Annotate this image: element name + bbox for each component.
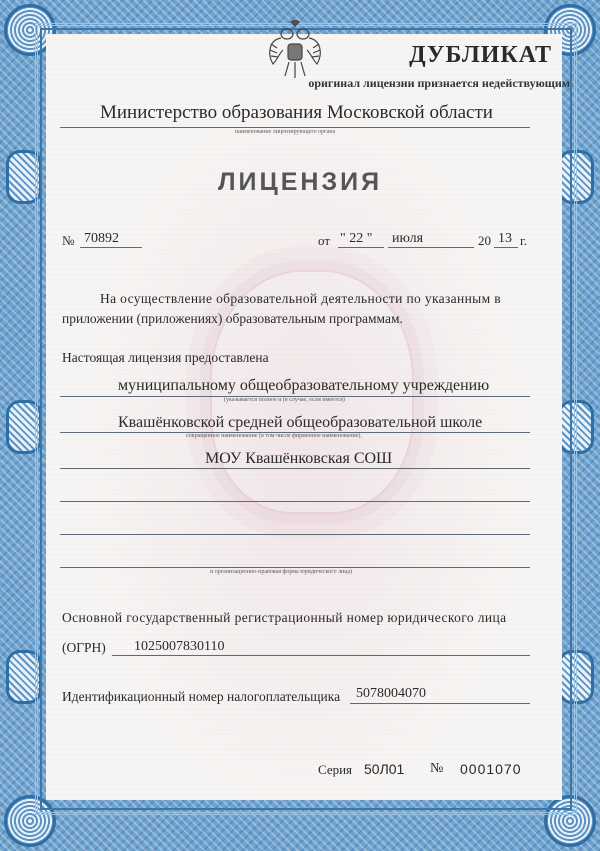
granted-label: Настоящая лицензия предоставлена	[62, 350, 269, 365]
year-rule	[494, 247, 518, 248]
issuer-caption: наименование лицензирующего органа	[235, 129, 336, 135]
knot-ornament-left-bottom	[6, 650, 42, 704]
purpose-line-2: приложении (приложениях) образовательным программам.	[62, 311, 403, 326]
coat-of-arms-emblem-icon	[265, 20, 325, 82]
inn-value: 5078004070	[356, 686, 426, 701]
date-year-suffix: 13	[498, 231, 512, 246]
holder-caption-3: и организационно-правовая форма юридического лица)	[210, 569, 353, 575]
holder-line-3: МОУ Квашёнковская СОШ	[205, 450, 393, 467]
holder-rule-3	[60, 468, 530, 469]
date-year-prefix: 20	[478, 233, 491, 248]
series-number-prefix: №	[430, 761, 444, 776]
inn-rule	[350, 703, 530, 704]
holder-line-2: Квашёнковской средней общеобразовательной школе	[118, 414, 483, 431]
holder-rule-5	[60, 534, 530, 535]
holder-line-1: муниципальному общеобразовательному учреждению	[118, 377, 490, 394]
date-prefix: от	[318, 233, 331, 248]
duplicate-note: оригинал лицензии признается недействующим	[308, 76, 570, 90]
month-rule	[388, 247, 474, 248]
knot-ornament-left-middle	[6, 400, 42, 454]
date-day: " 22 "	[340, 231, 373, 246]
license-number: 70892	[84, 231, 119, 246]
issuer-name: Министерство образования Московской области	[100, 102, 493, 123]
day-rule	[338, 247, 384, 248]
series-label: Серия	[318, 762, 353, 777]
ogrn-value: 1025007830110	[134, 639, 225, 654]
purpose-line-1: На осуществление образовательной деятельности по указанным в	[100, 291, 501, 306]
ogrn-label: Основной государственный регистрационный номер юридического лица	[62, 610, 507, 625]
series-number: 0001070	[460, 761, 522, 777]
document-title: ЛИЦЕНЗИЯ	[217, 168, 383, 196]
number-prefix: №	[62, 233, 75, 248]
inn-label: Идентификационный номер налогоплательщика	[62, 689, 341, 704]
ogrn-prefix: (ОГРН)	[62, 640, 106, 655]
holder-rule-6	[60, 567, 530, 568]
holder-caption-2: сокращенное наименование (в том числе фирменное наименование),	[186, 433, 362, 439]
ogrn-rule	[112, 655, 530, 656]
number-rule	[80, 247, 142, 248]
date-year-unit: г.	[520, 233, 528, 248]
issuer-rule	[60, 127, 530, 128]
holder-caption-1: (указывается полное и (в случае, если имеется)	[224, 397, 345, 403]
date-month: июля	[392, 231, 424, 246]
duplicate-stamp: ДУБЛИКАТ	[409, 42, 552, 68]
holder-rule-4	[60, 501, 530, 502]
series-value: 50Л01	[364, 761, 405, 777]
